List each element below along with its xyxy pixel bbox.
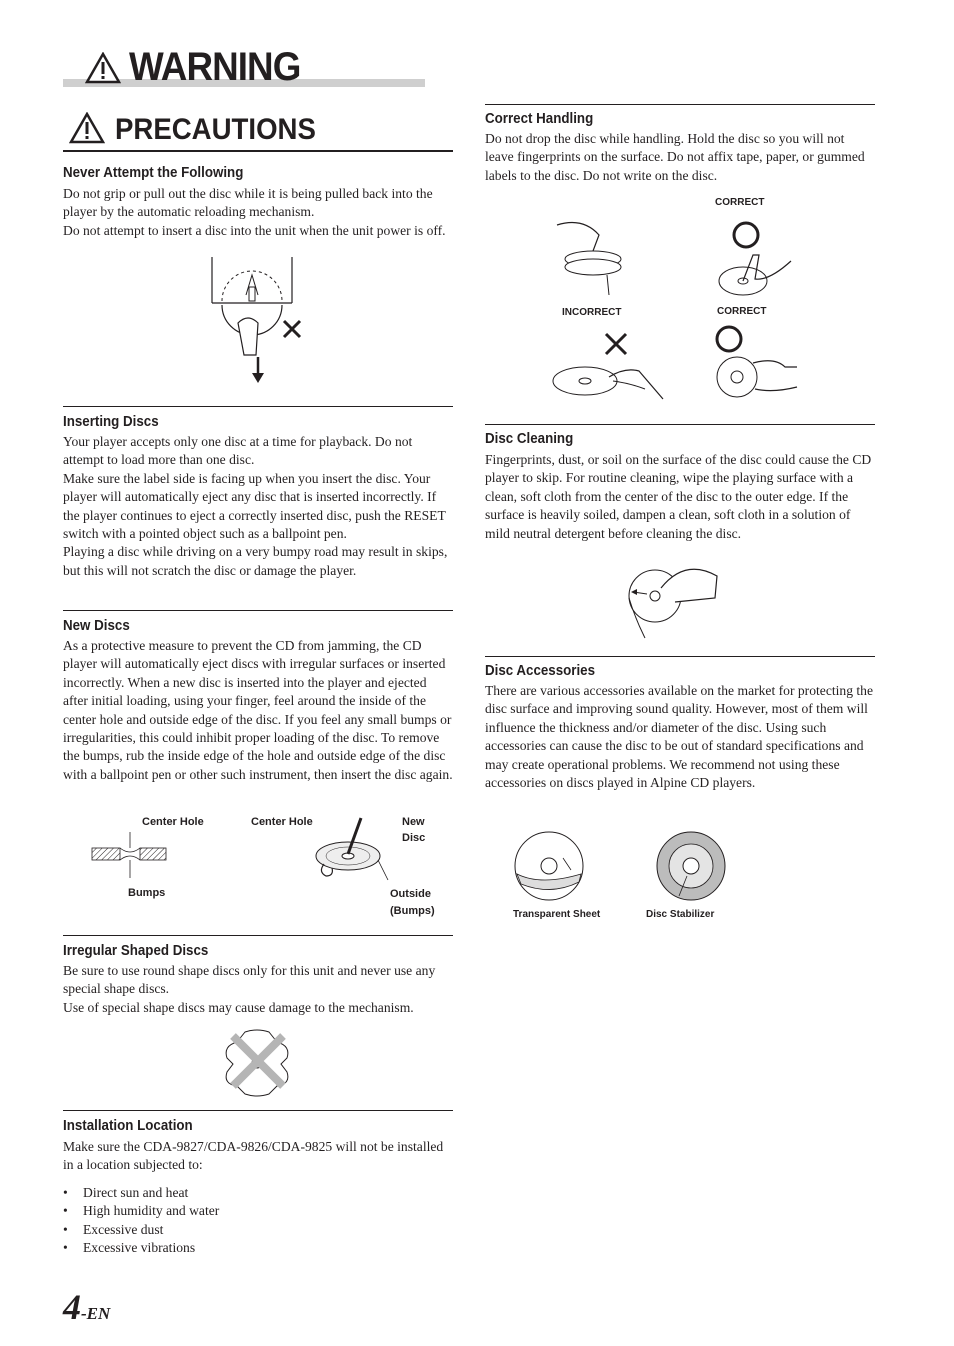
- paragraph: Do not drop the disc while handling. Hold the disc so you will not leave fingerprints on the surface. Do not affix tape, paper, or gummed labels to the disc. Do not write on the disc.: [485, 131, 865, 183]
- section-title: Correct Handling: [485, 111, 594, 127]
- section-title: Disc Accessories: [485, 663, 596, 679]
- hand-holding-disc-edge-icon: [715, 251, 795, 299]
- page-number: [63, 1286, 110, 1328]
- paragraph: Your player accepts only one disc at a time for playback. Do not attempt to load more than one disc.: [63, 434, 413, 468]
- paragraph: Fingerprints, dust, or soil on the surface of the disc could cause the CD player to skip. For routine cleaning, wipe the playing surface with a clean, soft cloth from the center of the disc to the outer edge. If the surface is heavily soiled, dampen a clean, soft cloth in a solution of mild neutral detergent before cleaning the disc.: [485, 452, 872, 541]
- warning-triangle-icon: [85, 52, 121, 84]
- section-inserting-discs: [63, 406, 453, 580]
- label-new: New: [402, 816, 425, 828]
- list-item: • Excessive vibrations: [63, 1239, 453, 1257]
- transparent-sheet-icon: [511, 830, 591, 902]
- section-disc-accessories: [485, 656, 875, 792]
- paragraph: Be sure to use round shape discs only for this unit and never use any special shape discs.: [63, 963, 436, 997]
- label-bumps: Bumps: [128, 887, 166, 899]
- label-disc-stabilizer: Disc Stabilizer: [646, 909, 715, 920]
- label-center-hole: Center Hole: [251, 816, 313, 828]
- section-title: Installation Location: [63, 1118, 193, 1134]
- list-item: • Direct sun and heat: [63, 1184, 453, 1202]
- label-outside: Outside: [390, 888, 431, 900]
- paragraph: Make sure the label side is facing up when you insert the disc. Your player will automatically eject any disc that is inserted incorrectly. If the player continues to eject a correctly inserted disc, push the RESET switch with a pointed object such as a ballpoint pen.: [63, 470, 446, 542]
- warning-title: WARNING: [129, 45, 301, 89]
- label-bumps-paren: (Bumps): [390, 905, 435, 917]
- section-title: New Discs: [63, 618, 130, 634]
- list-item: • High humidity and water: [63, 1202, 453, 1220]
- hand-dropping-discs-icon: [553, 215, 633, 295]
- installation-list: [63, 1184, 453, 1258]
- precautions-header: [63, 110, 453, 160]
- label-disc: Disc: [402, 832, 426, 844]
- label-correct: CORRECT: [715, 197, 765, 208]
- paragraph: Do not grip or pull out the disc while it is being pulled back into the player by the automatic reloading mechanism.: [63, 186, 433, 220]
- section-irregular-discs: [63, 935, 453, 1017]
- disc-stabilizer-icon: [653, 830, 729, 906]
- section-new-discs: [63, 610, 453, 784]
- section-title: Irregular Shaped Discs: [63, 943, 209, 959]
- label-center-hole: Center Hole: [142, 816, 204, 828]
- paragraph: Make sure the CDA-9827/CDA-9826/CDA-9825 will not be installed in a location subjected to:: [63, 1139, 444, 1173]
- precautions-title: PRECAUTIONS: [115, 113, 316, 146]
- paragraph: Playing a disc while driving on a very bumpy road may result in skips, but this will not scratch the disc or damage the player.: [63, 544, 448, 578]
- paragraph: There are various accessories available on the market for protecting the disc surface and improving sound quality. However, most of them will influence the thickness and/or diameter of the disc. Using such accessories can cause the disc to be out of standard specifications and may create operational problems. We recommend not using these accessories on discs played in Alpine CD players.: [485, 683, 873, 791]
- pull-disc-illustration: [208, 255, 318, 387]
- precautions-rule: [63, 150, 453, 152]
- hand-holding-disc-rim-icon: [715, 353, 799, 403]
- section-disc-cleaning: [485, 424, 875, 543]
- page-number-suffix: -EN: [81, 1304, 111, 1323]
- paragraph: As a protective measure to prevent the CD from jamming, the CD player will automatically eject discs with irregular surfaces or inserted incorrectly. When a new disc is inserted into the player and ejected after initial loading, using your finger, feel around the inside of the center hole and outside edge of the disc. If you feel any small bumps or irregularities, this could inhibit proper loading of the disc. To remove the bumps, rub the inside edge of the hole and outside edge of the disc with a ballpoint pen or other such instrument, then insert the disc again.: [63, 638, 453, 782]
- handling-illustration: [545, 195, 865, 410]
- label-incorrect: INCORRECT: [562, 307, 622, 318]
- section-title: Disc Cleaning: [485, 431, 574, 447]
- paragraph: Use of special shape discs may cause damage to the mechanism.: [63, 999, 414, 1015]
- disc-with-pen-icon: [288, 812, 398, 900]
- new-disc-illustration: [88, 812, 448, 922]
- irregular-disc-crossed-icon: [221, 1028, 293, 1098]
- label-transparent-sheet: Transparent Sheet: [513, 909, 601, 920]
- hand-touching-surface-icon: [549, 359, 669, 405]
- page-number-digit: 4: [63, 1287, 81, 1327]
- disc-cross-section-icon: [88, 828, 208, 888]
- section-correct-handling: [485, 104, 875, 185]
- section-title: Never Attempt the Following: [63, 165, 244, 181]
- section-never-attempt: [63, 164, 453, 240]
- warning-header: [63, 44, 425, 90]
- incorrect-cross-icon: [603, 331, 629, 357]
- section-title: Inserting Discs: [63, 414, 159, 430]
- list-item: • Excessive dust: [63, 1221, 453, 1239]
- label-correct: CORRECT: [717, 306, 767, 317]
- paragraph: Do not attempt to insert a disc into the unit when the unit power is off.: [63, 222, 446, 238]
- caution-triangle-icon: [69, 112, 105, 144]
- section-installation-location: [63, 1110, 453, 1257]
- correct-circle-icon: [713, 323, 745, 355]
- disc-cleaning-illustration: [625, 558, 725, 640]
- correct-circle-icon: [730, 219, 762, 251]
